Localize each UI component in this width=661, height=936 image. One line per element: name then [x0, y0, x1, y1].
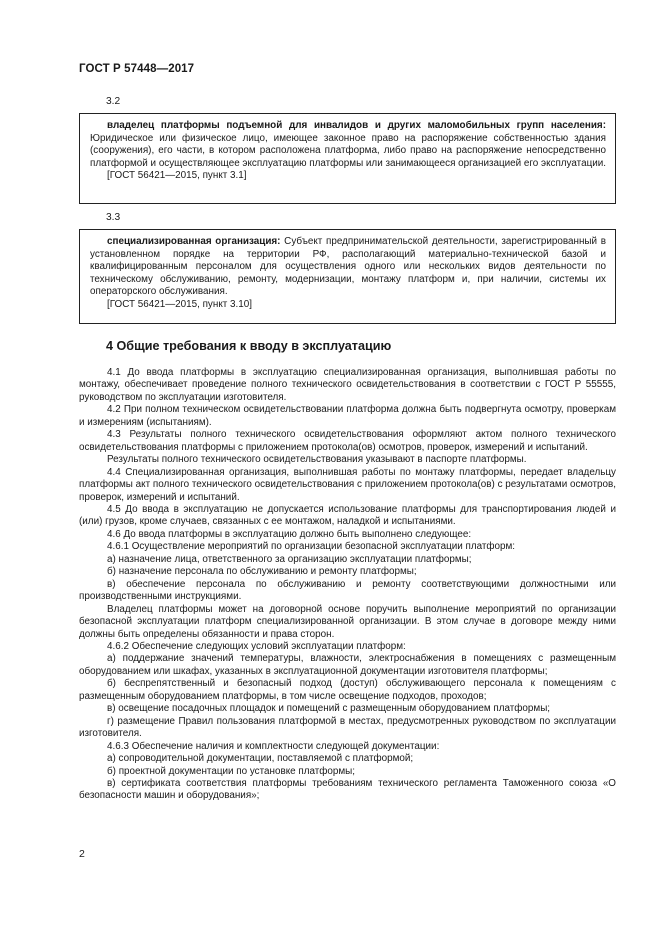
term-definition	[90, 120, 606, 170]
standard-header: ГОСТ Р 57448—2017	[79, 63, 195, 75]
paragraph: 4.1 До ввода платформы в эксплуатацию специализированная организация, выполнившая работы по монтажу, обеспечивает проведение полного технического освидетельствования в соответствии с ГОСТ Р 55555, руководством по эксплуатации изготовителя.	[79, 367, 616, 403]
term-text: Субъект предпринимательской деятельности, зарегистрированный в установленном порядке на территории РФ, располагающий материально-технической базой и квалифицированным персоналом для осуществления одного или нескольких видов деятельности по техническому обслуживанию, ремонту, модернизации, монтажу платформ и, при наличии, системы их операторского обслуживания.	[90, 236, 606, 298]
term-box	[79, 113, 616, 204]
paragraph: 4.5 До ввода в эксплуатацию не допускается использование платформы для транспортирования людей и (или) грузов, кроме случаев, связанных с ее монтажом, наладкой и испытаниями.	[79, 503, 616, 528]
paragraph: Владелец платформы может на договорной основе поручить выполнение мероприятий по организации безопасной эксплуатации платформ специализированной организации. В этом случае в договоре между ними должны быть определены обязанности и права сторон.	[79, 603, 616, 640]
term-name: специализированная организация:	[107, 236, 281, 247]
list-item: б) беспрепятственный и безопасный подход (доступ) обслуживающего персонала к помещениям с размещенным оборудованием платформы, в том числе освещение подходов, проходов;	[79, 678, 616, 702]
list-item: г) размещение Правил пользования платформой в местах, предусмотренных руководством по эксплуатации изготовителя.	[79, 715, 616, 740]
paragraph: 4.3 Результаты полного технического освидетельствования оформляют актом полного технического освидетельствования платформы с приложением протокола(ов) осмотров, проверок, измерений и испытаний.	[79, 429, 616, 453]
term-text: Юридическое или физическое лицо, имеющее законное право на распоряжение собственностью здания (сооружения), его части, в котором расположена платформа, либо право на распоряжение непосредственно платформой и осуществляющее эксплуатацию платформы или занимающееся организацией его эксплуатации.	[90, 132, 606, 169]
paragraph: 4.6.3 Обеспечение наличия и комплектности следующей документации:	[107, 740, 440, 752]
term-source: [ГОСТ 56421—2015, пункт 3.10]	[107, 298, 252, 310]
section-title: 4 Общие требования к вводу в эксплуатацию	[106, 339, 392, 353]
term-source: [ГОСТ 56421—2015, пункт 3.1]	[107, 170, 247, 182]
term-name: владелец платформы подъемной для инвалидов и других маломобильных групп населения:	[107, 120, 606, 131]
paragraph: 4.6.2 Обеспечение следующих условий эксплуатации платформ:	[107, 640, 406, 652]
paragraph: 4.2 При полном техническом освидетельствовании платформа должна быть подвергнута осмотру, проверкам и измерениям (испытаниям).	[79, 404, 616, 428]
list-item: в) обеспечение персонала по обслуживанию и ремонту соответствующими должностными или производственными инструкциями.	[79, 578, 616, 603]
paragraph: 4.6.1 Осуществление мероприятий по организации безопасной эксплуатации платформ:	[107, 541, 516, 553]
page-number: 2	[79, 848, 85, 860]
list-item: а) назначение лица, ответственного за организацию эксплуатации платформы;	[107, 553, 472, 565]
paragraph: 4.4 Специализированная организация, выполнившая работы по монтажу платформы, передает владельцу платформы акт полного технического освидетельствования с приложением протокола(ов) с результатами осмотров, проверок, измерений и испытаний.	[79, 466, 616, 503]
list-item: б) проектной документации по установке платформы;	[107, 765, 356, 777]
list-item: а) поддержание значений температуры, влажности, электроснабжения в помещениях с размещенным оборудованием или шкафах, указанных в эксплуатационной документации изготовителя платформы;	[79, 653, 616, 677]
term-number: 3.3	[106, 212, 121, 223]
term-definition	[90, 236, 606, 299]
paragraph: 4.6 До ввода платформы в эксплуатацию должно быть выполнено следующее:	[107, 528, 472, 540]
list-item: а) сопроводительной документации, поставляемой с платформой;	[107, 753, 414, 765]
section-body	[79, 367, 616, 803]
list-item: б) назначение персонала по обслуживанию и ремонту платформы;	[107, 566, 417, 578]
list-item: в) освещение посадочных площадок и помещений с размещенным оборудованием платформы;	[107, 703, 551, 715]
term-box	[79, 229, 616, 324]
paragraph: Результаты полного технического освидетельствования указывают в паспорте платформы.	[107, 454, 527, 466]
list-item: в) сертификата соответствия платформы требованиям технического регламента Таможенного союза «О безопасности машин и оборудования»;	[79, 777, 616, 802]
term-number: 3.2	[106, 96, 121, 107]
